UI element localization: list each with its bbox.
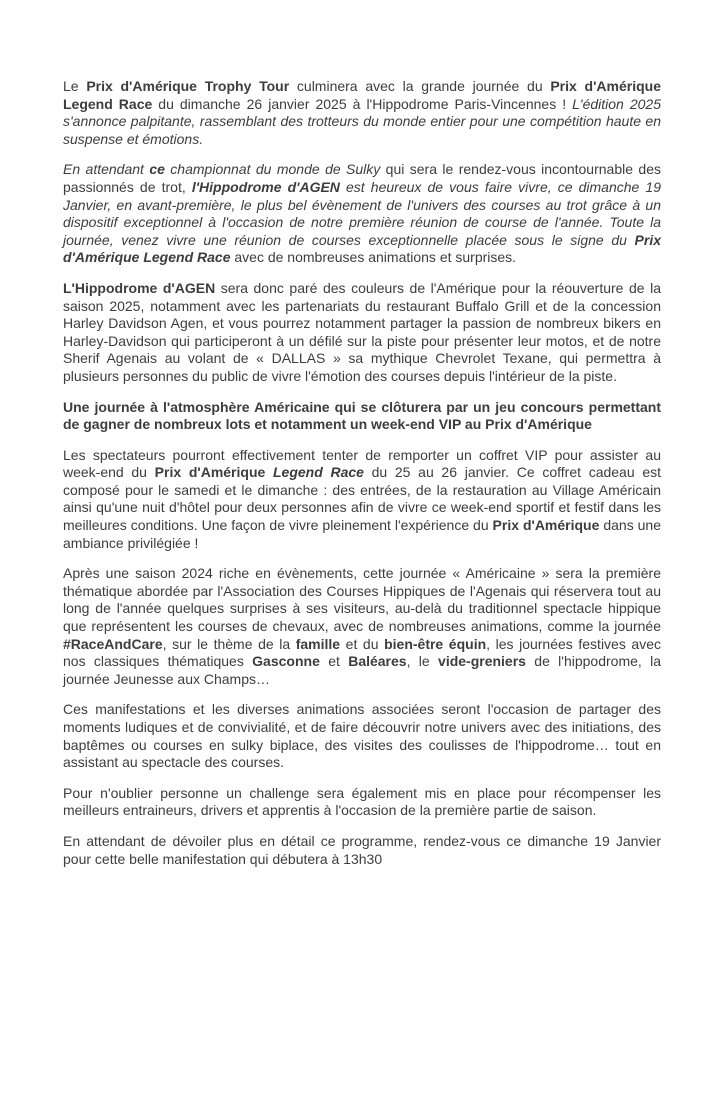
document-body (63, 78, 661, 868)
paragraph-1 (63, 78, 661, 148)
text-run: Legend Race (272, 464, 364, 481)
paragraph-5 (63, 447, 661, 553)
text-run: #RaceAndCare (63, 635, 163, 652)
text-run: l'Hippodrome d'AGEN (191, 178, 340, 195)
paragraph-6 (63, 565, 661, 688)
text-run: du dimanche 26 janvier 2025 à l'Hippodrome Paris-Vincennes ! (152, 95, 573, 112)
text-run: Pour n'oublier personne un challenge sera également mis en place pour récompenser les meilleurs entraineurs, drivers et apprentis à l'occasion de la première partie de saison. (63, 784, 661, 819)
text-run: En attendant de dévoiler plus en détail ce programme, rendez-vous ce dimanche 19 Janvier pour cette belle manifestation qui débutera à 13h30 (63, 832, 661, 867)
text-run: bien-être équin (384, 635, 487, 652)
paragraph-9 (63, 833, 661, 868)
text-run: Prix d'Amérique (154, 464, 273, 481)
text-run: Les spectateurs pourront effectivement tenter de remporter un coffret VIP pour assister au week-end du (63, 446, 661, 481)
text-run: de l'hippodrome, la journée Jeunesse aux Champs… (63, 653, 662, 687)
text-run: L'Hippodrome d'AGEN (63, 279, 216, 296)
document-page (0, 78, 724, 1102)
text-run: championnat du monde de Sulky (164, 161, 381, 178)
text-run: famille (295, 635, 341, 652)
text-run: Prix d'Amérique Trophy Tour (86, 78, 290, 94)
text-run: Une journée à l'atmosphère Américaine qui se clôturera par un jeu concours permettant de gagner de nombreux lots et notamment un week-end VIP au Prix d'Amérique (63, 398, 661, 433)
text-run: Le (63, 78, 87, 94)
text-run: , sur le thème de la (162, 635, 296, 652)
text-run: ce (149, 161, 165, 178)
text-run: du 25 au 26 janvier. Ce coffret cadeau est composé pour le samedi et le dimanche : des entrées, de la restauration au Village Américain ainsi qu'une nuit d'hôtel pour deux personnes afin de vivre ce week-end sportif et festif dans les meilleures conditions. Une façon de vivre pleinement l'expérience du (63, 464, 661, 534)
text-run: L'édition 2025 s'annonce palpitante, rassemblant des trotteurs du monde entier pour une compétition haute en suspense et émotions. (63, 95, 662, 147)
text-run: et du (340, 635, 385, 652)
text-run: avec de nombreuses animations et surprises. (230, 249, 517, 266)
text-run: vide-greniers (438, 653, 526, 670)
text-run: est heureux de vous faire vivre, ce dimanche 19 Janvier, en avant-première, le plus bel évènement de l'univers des courses au trot grâce à un dispositif exceptionnel à l'occasion de notre première réunion de course de l'année. Toute la journée, venez vivre une réunion de courses exceptionnelle placée sous le signe du (63, 178, 661, 248)
paragraph-4 (63, 399, 661, 434)
text-run: Prix d'Amérique (492, 517, 600, 534)
text-run: Ces manifestations et les diverses animations associées seront l'occasion de partager des moments ludiques et de convivialité, et de faire découvrir notre univers avec des initiations, des baptêmes ou courses en sulky biplace, des visites des coulisses de l'hippodrome… tout en assistant au spectacle des courses. (63, 701, 661, 771)
text-run: Baléares (348, 653, 407, 670)
paragraph-7 (63, 701, 661, 771)
text-run: culminera avec la grande journée du (289, 78, 551, 94)
text-run: , les journées festives avec nos classiques thématiques (63, 635, 661, 670)
text-run: sera donc paré des couleurs de l'Amérique pour la réouverture de la saison 2025, notamment avec les partenariats du restaurant Buffalo Grill et de la concession Harley Davidson Agen, et vous pourrez notamment partager la passion de nombreux bikers en Harley-Davidson qui participeront à un défilé sur la piste pour présenter leur motos, et de notre Sherif Agenais au volant de « DALLAS » sa mythique Chevrolet Texane, qui permettra à plusieurs personnes du public de vivre l'émotion des courses depuis l'intérieur de la piste. (63, 279, 662, 384)
text-run: Prix d'Amérique Legend Race (63, 231, 661, 266)
text-run: En attendant (63, 161, 150, 178)
paragraph-3 (63, 280, 661, 386)
paragraph-2 (63, 161, 661, 267)
text-run: dans une ambiance privilégiée ! (63, 517, 661, 551)
paragraph-8 (63, 785, 661, 820)
text-run: et (319, 653, 349, 670)
text-run: qui sera le rendez-vous incontournable des passionnés de trot, (63, 161, 661, 195)
text-run: Prix d'Amérique Legend Race (63, 78, 661, 112)
text-run: Après une saison 2024 riche en évènements, cette journée « Américaine » sera la première thématique abordée par l'Association des Courses Hippiques de l'Agenais qui réservera tout au long de l'année quelques surprises à ses visiteurs, au-delà du traditionnel spectacle hippique que représentent les courses de chevaux, avec de nombreuses animations, comme la journée (63, 565, 661, 635)
text-run: Gasconne (252, 653, 320, 670)
text-run: , le (406, 653, 439, 670)
